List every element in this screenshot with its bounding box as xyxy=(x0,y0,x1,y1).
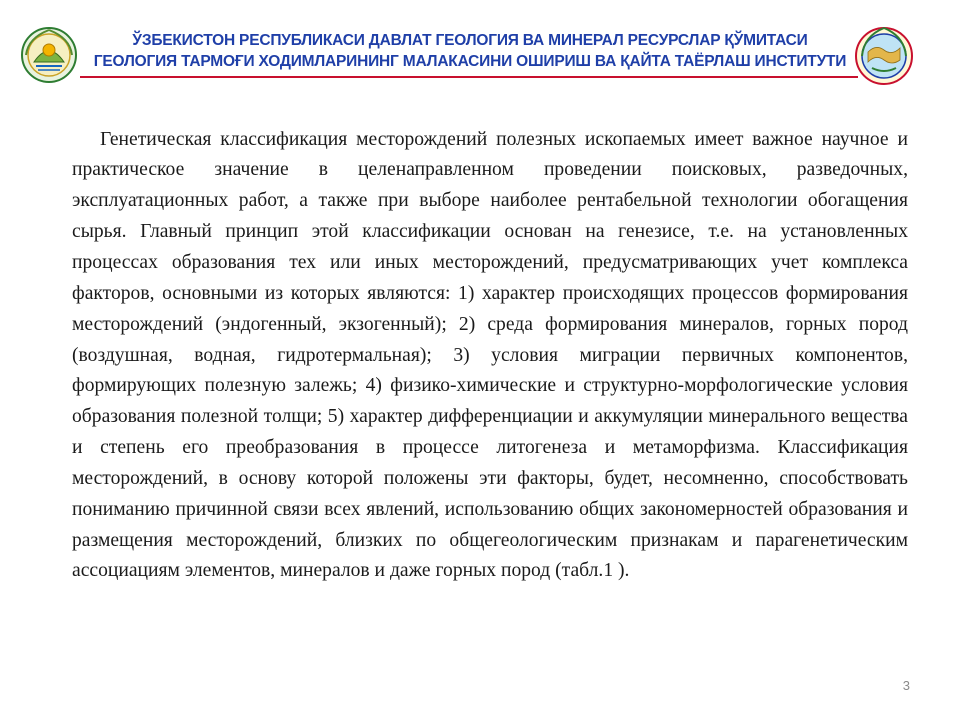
page-number: 3 xyxy=(902,678,910,693)
header-line-1: ЎЗБЕКИСТОН РЕСПУБЛИКАСИ ДАВЛАТ ГЕОЛОГИЯ ВА МИНЕРАЛ РЕСУРСЛАР ҚЎМИТАСИ xyxy=(132,32,808,49)
main-paragraph: Генетическая классификация месторождений полезных ископаемых имеет важное научное и практическое значение в целенаправленном проведении поисковых, разведочных, эксплуатационных работ, а также при выборе наиболее рентабельной технологии обогащения сырья. Главный принцип этой классификации основан на генезисе, т.е. на установленных процессах образования тех или иных месторождений, предусматривающих учет комплекса факторов, основными из которых являются: 1) характер происходящих процессов формирования месторождений (эндогенный, экзогенный); 2) среда формирования минералов, горных пород (воздушная, водная, гидротермальная); 3) условия миграции первичных компонентов, формирующих полезную залежь; 4) физико-химические и структурно-морфологические условия образования полезной толщи; 5) характер дифференциации и аккумуляции минерального вещества и степень его преобразования в процессе литогенеза и метаморфизма. Классификация месторождений, в основу которой положены эти факторы, будет, несомненно, способствовать пониманию причинной связи всех явлений, использованию общих закономерностей образования и размещения месторождений, близких по общегеологическим признакам и парагенетическим ассоциациям элементов, минералов и даже горных пород (табл.1 ). xyxy=(72,128,908,582)
header-divider xyxy=(80,76,858,78)
state-emblem-logo xyxy=(20,26,78,84)
slide-header xyxy=(0,0,960,90)
institute-globe-logo xyxy=(854,26,914,86)
header-line-2: ГЕОЛОГИЯ ТАРМОҒИ ХОДИМЛАРИНИНГ МАЛАКАСИНИ ОШИРИШ ВА ҚАЙТА ТАЁРЛАШ ИНСТИТУТИ xyxy=(93,53,847,70)
